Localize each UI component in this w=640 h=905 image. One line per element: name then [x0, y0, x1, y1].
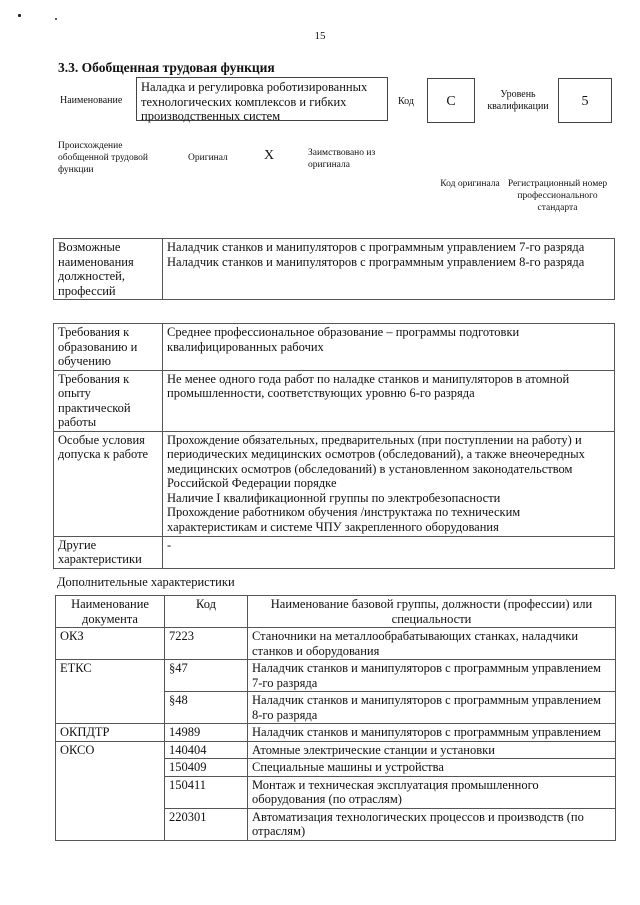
req-value: Не менее одного года работ по наладке станков и манипуляторов в атомной промышленности, соответствующих уровню 6-го разряда	[163, 370, 615, 431]
additional-table	[55, 595, 616, 841]
code-value: C	[427, 78, 475, 123]
registration-number-label: Регистрационный номер профессионального стандарта	[507, 179, 608, 213]
positions-values	[163, 239, 615, 300]
req-value: Среднее профессиональное образование – программы подготовки квалифицированных рабочих	[163, 324, 615, 371]
code-label: Код	[398, 96, 414, 107]
code-cell: 150411	[165, 776, 248, 808]
req-value: -	[163, 536, 615, 568]
name-cell: Наладчик станков и манипуляторов с программным управлением	[248, 724, 616, 742]
code-cell: §48	[165, 692, 248, 724]
origin-label: Происхождение обобщенной трудовой функции	[58, 141, 148, 175]
req-line: Наличие I квалификационной группы по электробезопасности	[167, 490, 501, 505]
req-line: Прохождение работником обучения /инструктажа по техническим характеристикам и системе ЧПУ закрепленного оборудования	[167, 505, 521, 534]
name-cell: Автоматизация технологических процессов и производств (по отраслям)	[248, 808, 616, 840]
doc-cell: ОКПДТР	[56, 724, 165, 742]
doc-cell	[56, 776, 165, 808]
name-cell: Наладчик станков и манипуляторов с программным управлением 8-го разряда	[248, 692, 616, 724]
additional-title: Дополнительные характеристики	[57, 575, 235, 589]
table-row	[56, 628, 616, 660]
col-header: Код	[165, 596, 248, 628]
doc-cell	[56, 692, 165, 724]
requirements-table	[53, 323, 615, 569]
name-cell: Станочники на металлообрабатывающих станках, наладчики станков и оборудования	[248, 628, 616, 660]
code-cell: 220301	[165, 808, 248, 840]
code-cell: 14989	[165, 724, 248, 742]
name-cell: Наладчик станков и манипуляторов с программным управлением 7-го разряда	[248, 660, 616, 692]
scan-speck	[18, 14, 21, 17]
name-cell: Специальные машины и устройства	[248, 759, 616, 777]
table-row	[56, 741, 616, 759]
positions-table	[53, 238, 615, 300]
req-label: Другие характеристики	[54, 536, 163, 568]
positions-label: Возможные наименования должностей, профессий	[54, 239, 163, 300]
function-name-box: Наладка и регулировка роботизированных технологических комплексов и гибких производственных систем	[136, 77, 388, 121]
table-row	[56, 660, 616, 692]
table-row	[56, 759, 616, 777]
section-title: 3.3. Обобщенная трудовая функция	[58, 60, 275, 75]
req-value-multi	[163, 431, 615, 536]
doc-cell: ОКСО	[56, 741, 165, 759]
original-code-label: Код оригинала	[440, 179, 500, 189]
position-item: Наладчик станков и манипуляторов с программным управлением 8-го разряда	[167, 254, 585, 269]
original-label: Оригинал	[188, 153, 228, 163]
code-cell: §47	[165, 660, 248, 692]
name-label: Наименование	[60, 95, 123, 106]
doc-cell	[56, 759, 165, 777]
level-label: Уровень квалификации	[487, 89, 549, 112]
doc-cell: ОКЗ	[56, 628, 165, 660]
scan-speck	[55, 18, 57, 20]
code-cell: 140404	[165, 741, 248, 759]
req-line: Прохождение обязательных, предварительных (при поступлении на работу) и периодических медицинских осмотров (обследований), а также внеочередных медицинских осмотров (обследований) в установленном законодательством Российской Федерации порядке	[167, 432, 585, 490]
doc-cell	[56, 808, 165, 840]
req-label: Особые условия допуска к работе	[54, 431, 163, 536]
req-label: Требования к опыту практической работы	[54, 370, 163, 431]
table-row	[56, 724, 616, 742]
table-row	[56, 776, 616, 808]
code-cell: 150409	[165, 759, 248, 777]
level-value: 5	[558, 78, 612, 123]
col-header: Наименование документа	[56, 596, 165, 628]
req-label: Требования к образованию и обучению	[54, 324, 163, 371]
col-header: Наименование базовой группы, должности (профессии) или специальности	[248, 596, 616, 628]
borrowed-label: Заимствовано из оригинала	[308, 148, 376, 170]
position-item: Наладчик станков и манипуляторов с программным управлением 7-го разряда	[167, 240, 585, 254]
name-cell: Монтаж и техническая эксплуатация промышленного оборудования (по отраслям)	[248, 776, 616, 808]
table-row	[56, 692, 616, 724]
code-cell: 7223	[165, 628, 248, 660]
page-number: 15	[314, 30, 326, 42]
doc-cell: ЕТКС	[56, 660, 165, 692]
original-mark: X	[264, 148, 275, 163]
name-cell: Атомные электрические станции и установки	[248, 741, 616, 759]
table-row	[56, 808, 616, 840]
